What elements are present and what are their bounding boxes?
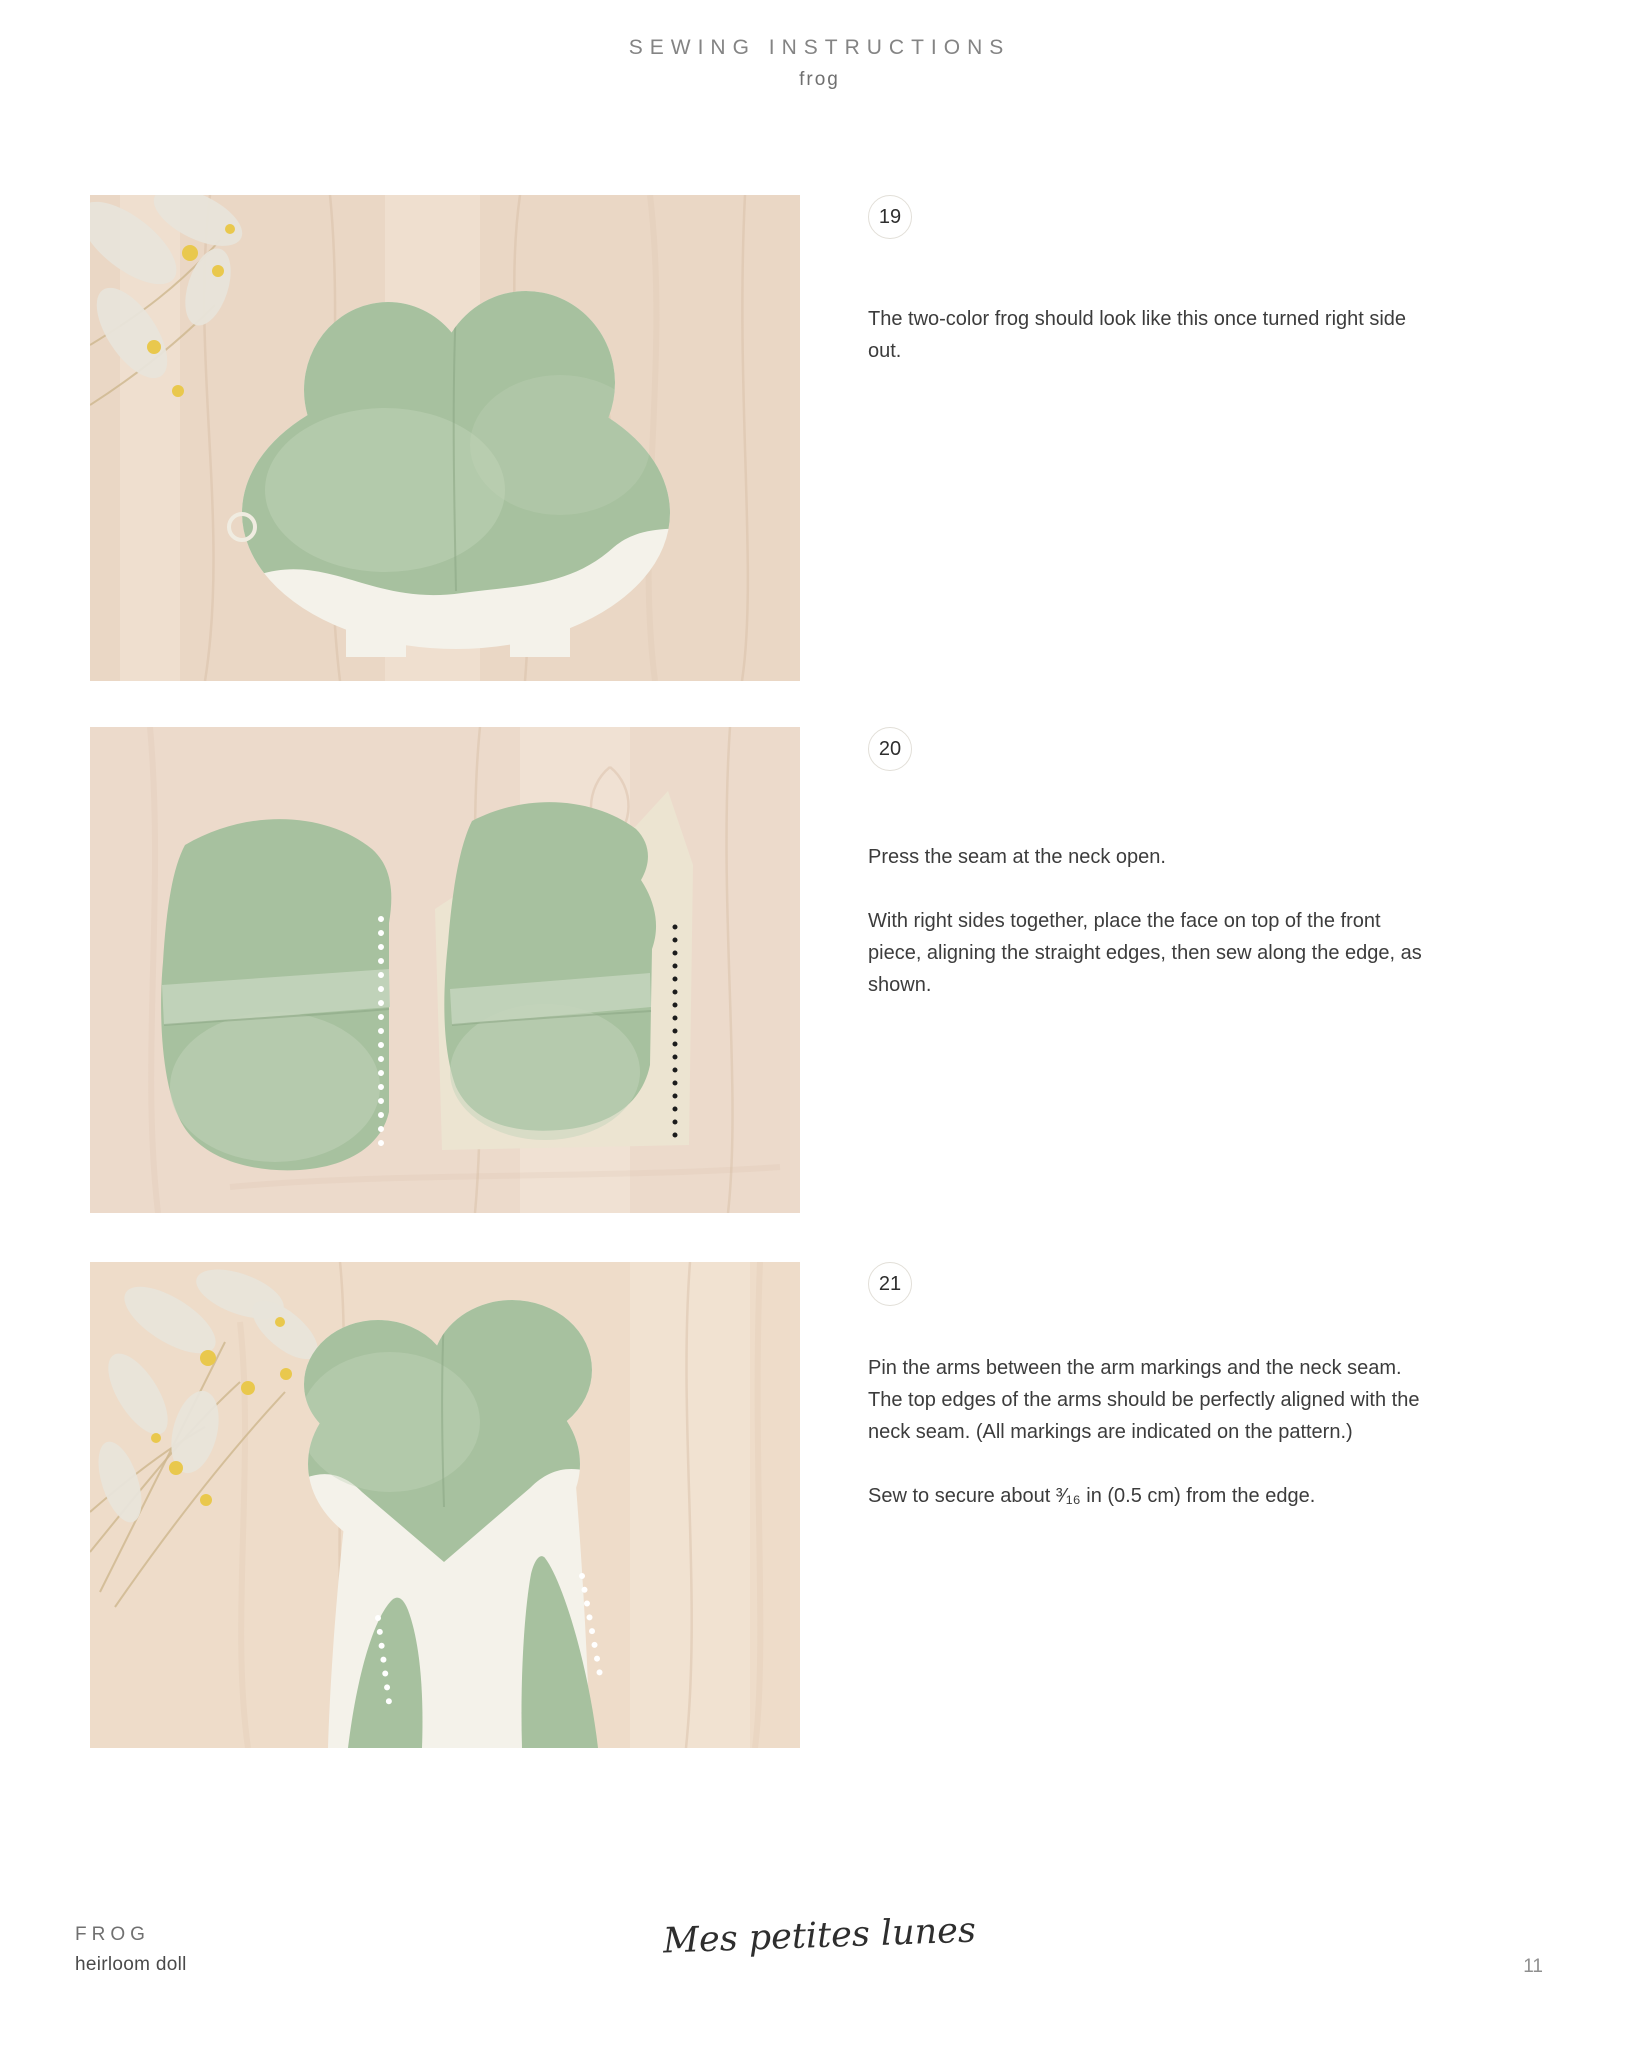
step-number: 20 [878,737,902,760]
step-number: 21 [878,1272,902,1295]
step-text [868,303,1428,367]
brand-logo: Mes petites lunes [662,1910,977,1962]
step-number-badge [868,195,912,239]
step-content-20 [868,727,1428,1213]
step-text [868,841,1428,1001]
step-content-21 [868,1262,1428,1748]
step-content-19 [868,195,1428,681]
page-subtitle: frog [799,69,840,90]
page-title: SEWING INSTRUCTIONS [628,36,1011,59]
step-paragraph: Sew to secure about ³⁄₁₆ in (0.5 cm) from the edge. [868,1485,1316,1507]
step-number: 19 [878,205,902,228]
page-number: 11 [1523,1956,1543,1977]
step-section-21 [90,1262,1428,1748]
step-text [868,1352,1428,1512]
step-section-19 [90,195,1428,681]
document-header [0,36,1639,91]
footer-project-subtitle: heirloom doll [75,1954,187,1975]
step-photo-19 [90,195,800,681]
step-paragraph: Pin the arms between the arm markings and the neck seam. The top edges of the arms should be perfectly aligned with the neck seam. (All markings are indicated on the pattern.) [868,1357,1420,1443]
footer-project-name: FROG [75,1924,150,1945]
step-paragraph: With right sides together, place the face on top of the front piece, aligning the straight edges, then sew along the edge, as shown. [868,910,1422,996]
step-number-badge [868,727,912,771]
step-paragraph: Press the seam at the neck open. [868,846,1166,868]
frog-front-piece [161,819,391,1170]
step-photo-20 [90,727,800,1213]
step-number-badge [868,1262,912,1306]
face-on-front-piece [435,791,693,1150]
step-photo-21 [90,1262,800,1748]
step-section-20 [90,727,1428,1213]
step-paragraph: The two-color frog should look like this once turned right side out. [868,308,1407,362]
